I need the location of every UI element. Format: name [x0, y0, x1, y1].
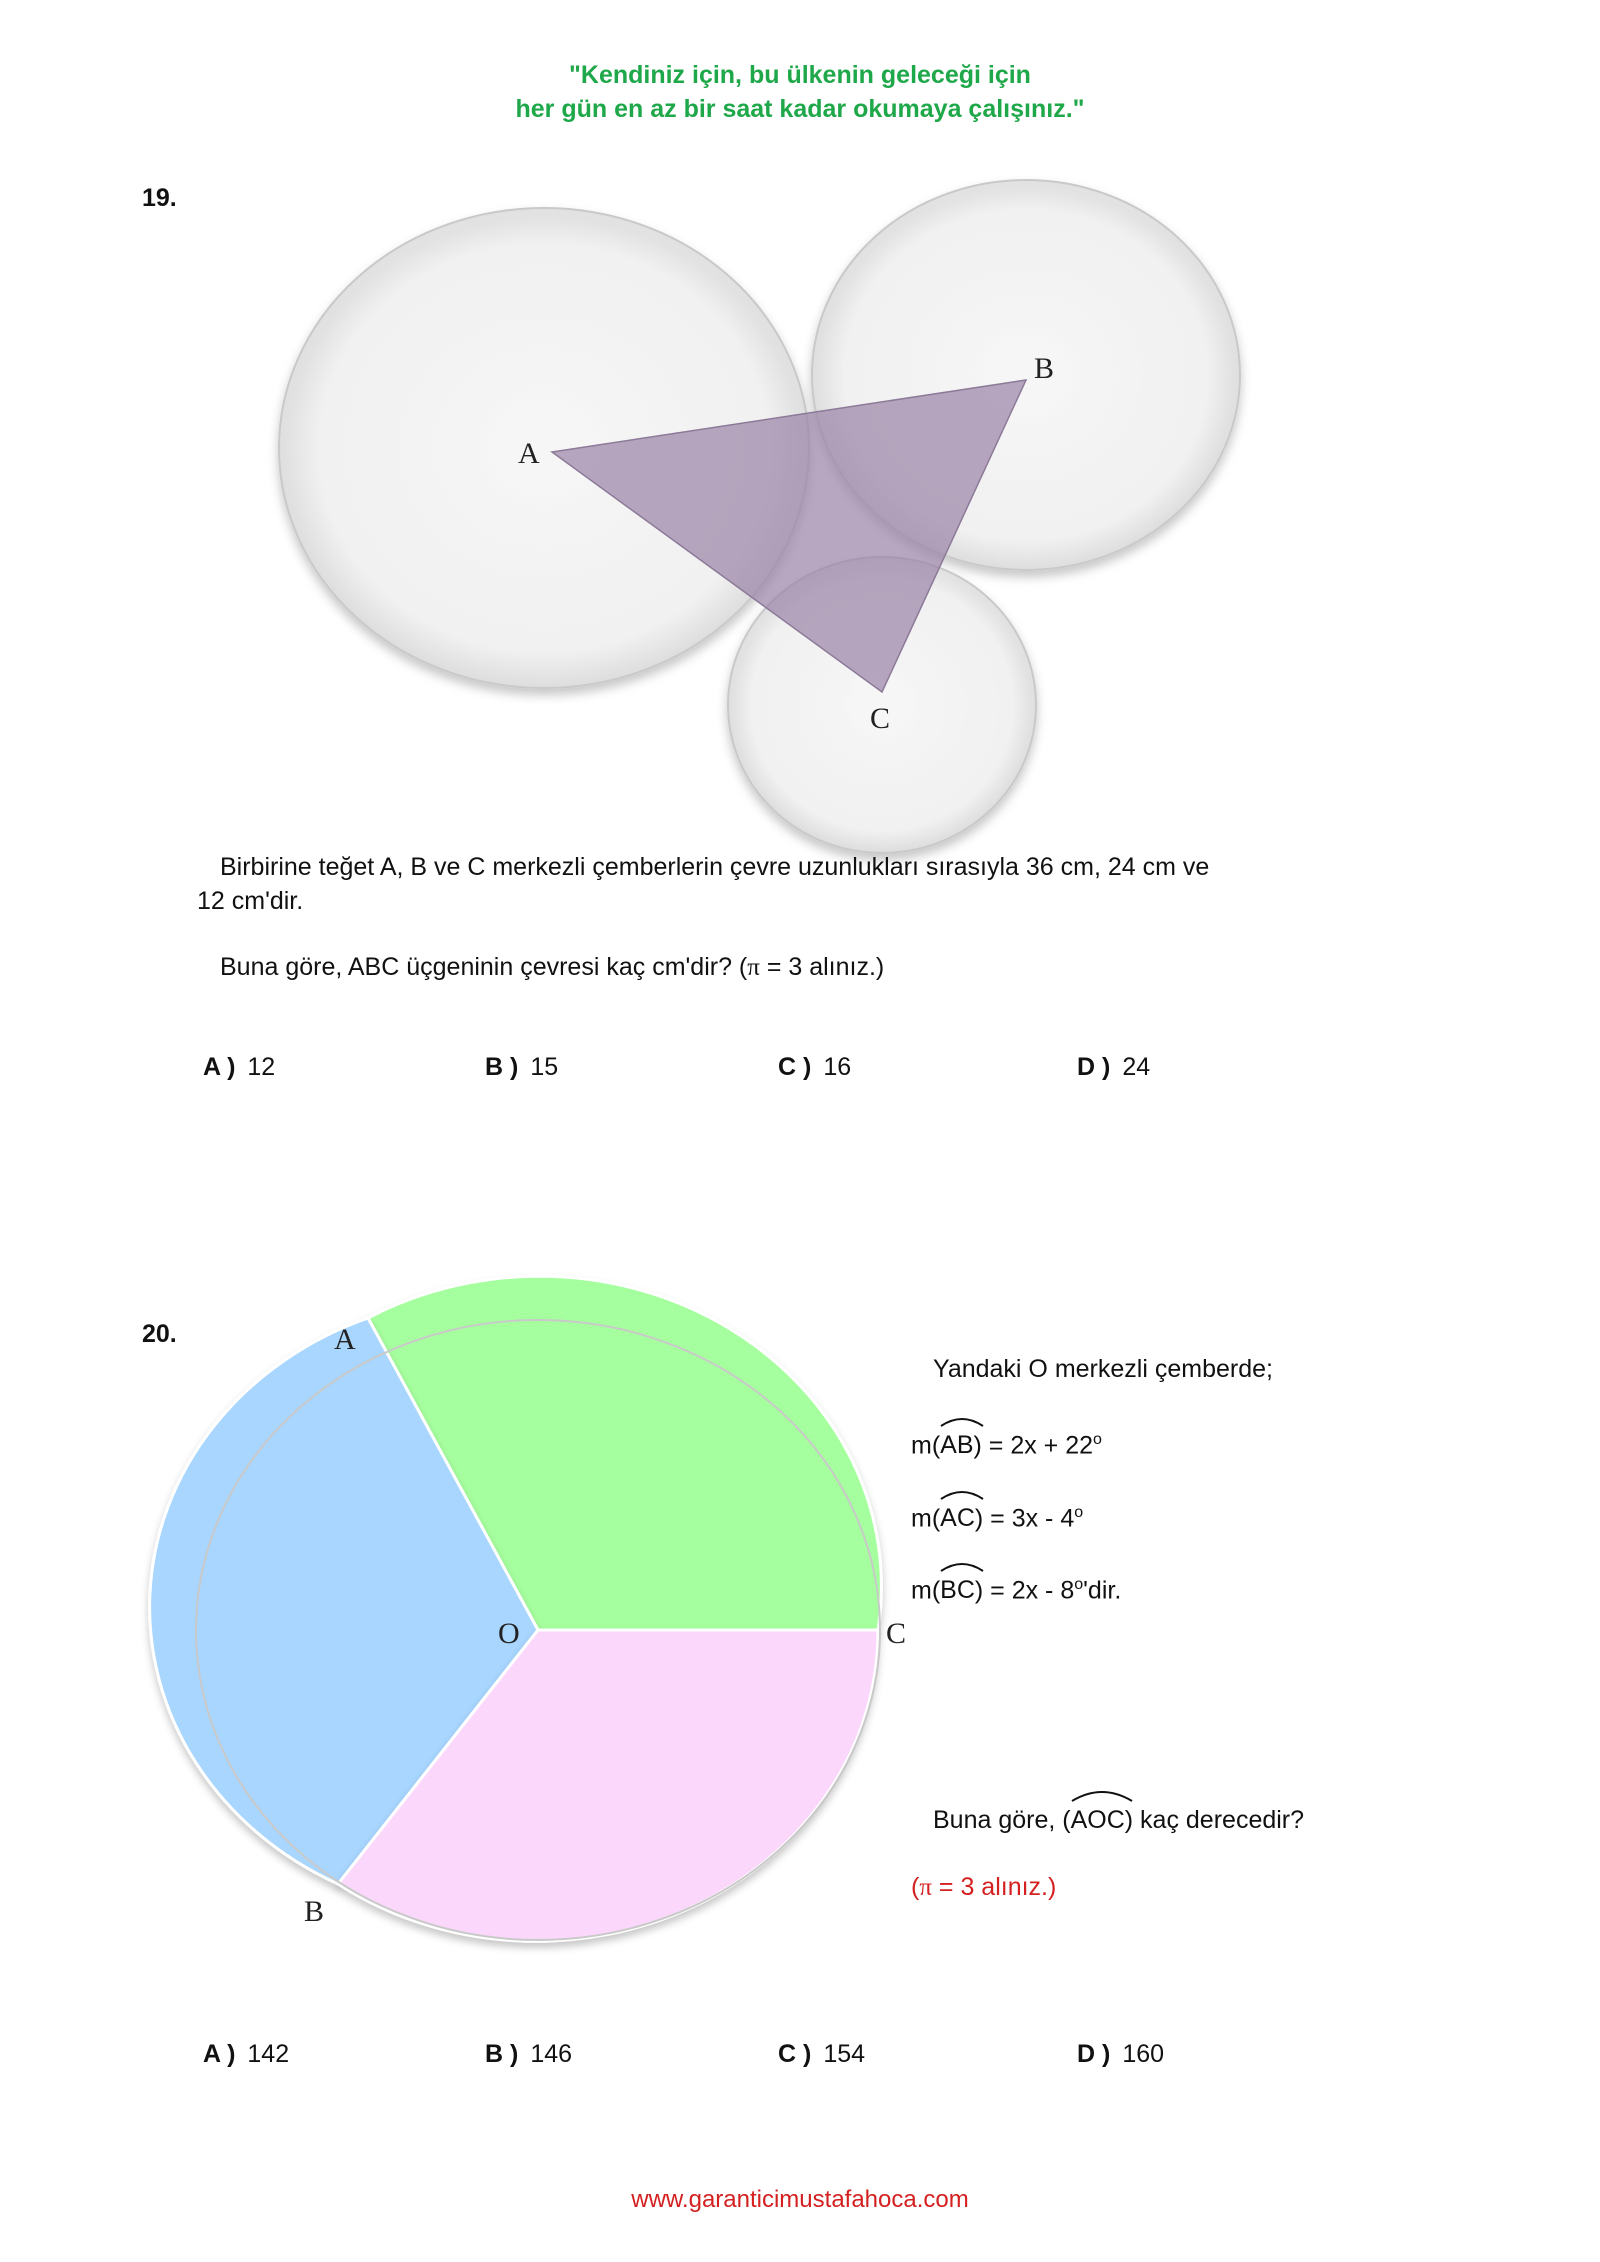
q20-option-d[interactable]	[1077, 2040, 1164, 2069]
q20-figure	[0, 1280, 907, 1960]
option-value: 154	[823, 2040, 866, 2068]
arc-text: BC	[940, 1576, 975, 1605]
arc-text: AC	[940, 1504, 975, 1533]
degree-sup: o	[1093, 1431, 1102, 1448]
eq-rest: ) = 2x - 8	[974, 1576, 1075, 1605]
arc-text: AB	[940, 1431, 974, 1460]
eq-prefix: m(	[911, 1576, 941, 1605]
arc-ac	[940, 1501, 975, 1535]
option-value: 16	[823, 1053, 852, 1081]
q19-question-text: Buna göre, ABC üçgeninin çevresi kaç cm'dir? (	[220, 953, 748, 981]
arc-bc	[940, 1573, 975, 1607]
q19-figure	[0, 0, 1600, 880]
pi-symbol: π	[919, 1874, 932, 1901]
eq-prefix: m(	[911, 1431, 941, 1460]
q20-eq-1	[911, 1423, 1102, 1462]
option-value: 146	[530, 2040, 573, 2068]
arc-text: AOC	[1070, 1806, 1125, 1834]
option-letter: D )	[1077, 2040, 1111, 2068]
arc-icon	[938, 1559, 986, 1573]
pi-symbol: π	[747, 954, 760, 981]
degree-sup: o	[1074, 1504, 1084, 1521]
arc-icon	[938, 1414, 986, 1428]
eq-suffix: 'dir.	[1083, 1576, 1122, 1605]
option-value: 160	[1122, 2040, 1165, 2068]
q20-intro: Yandaki O merkezli çemberde;	[933, 1355, 1273, 1383]
eq-prefix: m(	[911, 1504, 941, 1533]
question-suffix: ) kaç derecedir?	[1124, 1806, 1305, 1834]
eq-rest: ) = 3x - 4	[974, 1504, 1075, 1533]
option-letter: D )	[1077, 1053, 1111, 1081]
option-value: 24	[1122, 1053, 1151, 1081]
option-letter: B )	[485, 1053, 519, 1081]
q20-option-a[interactable]	[203, 2040, 289, 2069]
q20-eq-3	[911, 1568, 1121, 1607]
q19-option-a[interactable]	[203, 1053, 275, 1082]
option-letter: A )	[203, 1053, 236, 1081]
q19-text-line-1: Birbirine teğet A, B ve C merkezli çemberlerin çevre uzunlukları sırasıyla 36 cm, 24 cm ve	[220, 853, 1210, 881]
q20-eq-2	[911, 1496, 1083, 1535]
arc-aoc	[1071, 1803, 1125, 1837]
pi-note-rest: = 3 alınız.)	[931, 1873, 1057, 1901]
q19-question	[220, 950, 884, 985]
motto-line-1: "Kendiniz için, bu ülkenin geleceği için	[569, 61, 1031, 89]
question-19-number: 19.	[142, 184, 177, 212]
arc-icon	[938, 1487, 986, 1501]
q20-option-b[interactable]	[485, 2040, 572, 2069]
option-letter: C )	[778, 1053, 812, 1081]
label-o: O	[498, 1617, 520, 1650]
footer-url[interactable]: www.garanticimustafahoca.com	[631, 2186, 969, 2213]
pi-note-open: (	[911, 1873, 920, 1901]
q20-pi-note	[911, 1870, 1056, 1905]
question-prefix: Buna göre, (	[933, 1806, 1071, 1834]
option-value: 12	[247, 1053, 276, 1081]
label-b: B	[1034, 352, 1055, 385]
motto-line-2: her gün en az bir saat kadar okumaya çalışınız."	[515, 95, 1085, 123]
eq-rest: ) = 2x + 22	[973, 1431, 1094, 1460]
question-20-number: 20.	[142, 1320, 177, 1348]
q20-option-c[interactable]	[778, 2040, 865, 2069]
label-b: B	[304, 1895, 325, 1928]
option-value: 15	[530, 1053, 559, 1081]
label-c: C	[870, 702, 891, 735]
degree-sup: o	[1074, 1576, 1084, 1593]
option-letter: C )	[778, 2040, 812, 2068]
option-value: 142	[247, 2040, 290, 2068]
option-letter: B )	[485, 2040, 519, 2068]
option-letter: A )	[203, 2040, 236, 2068]
q19-option-c[interactable]	[778, 1053, 851, 1082]
label-a: A	[518, 437, 540, 470]
q19-question-tail: = 3 alınız.)	[759, 953, 885, 981]
q19-option-d[interactable]	[1077, 1053, 1150, 1082]
q19-text-line-2: 12 cm'dir.	[197, 887, 304, 915]
label-c: C	[886, 1617, 907, 1650]
arc-icon	[1069, 1787, 1135, 1803]
q20-question	[933, 1803, 1304, 1837]
label-a: A	[334, 1323, 356, 1356]
q19-option-b[interactable]	[485, 1053, 558, 1082]
arc-ab	[940, 1428, 973, 1462]
